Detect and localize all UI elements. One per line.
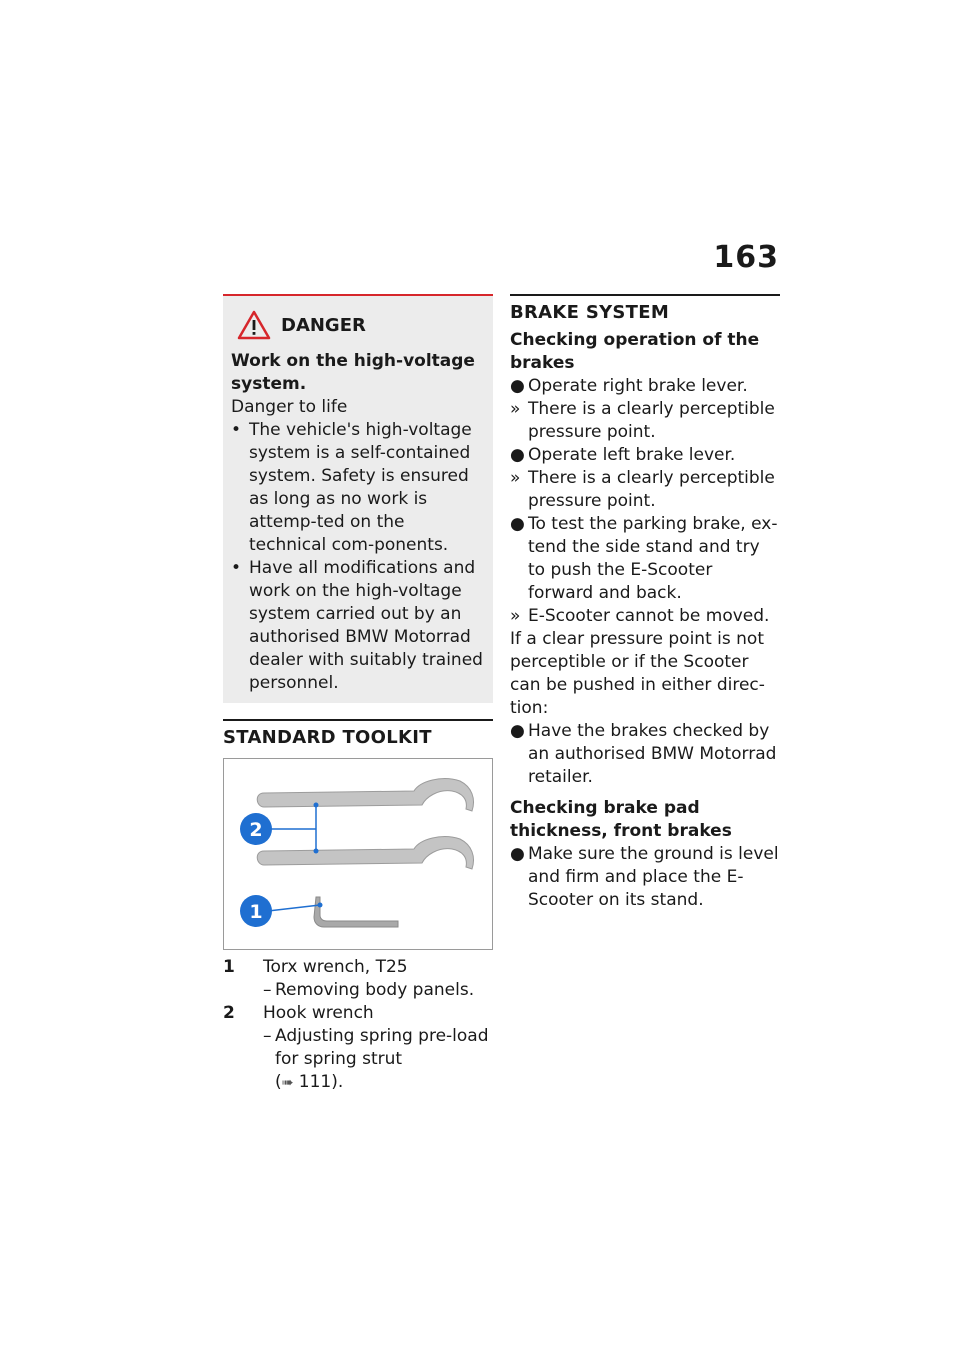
list-item — [231, 557, 485, 695]
danger-subtitle: Danger to life — [231, 397, 348, 417]
use-text: Removing body panels. — [275, 980, 475, 1000]
use-marker: – — [263, 980, 272, 1000]
step-text: Have the brakes checked by an authorised BMW Motorrad retailer. — [528, 721, 777, 787]
legend-row — [223, 1002, 493, 1095]
toolkit-figure — [223, 758, 493, 950]
page-reference-link[interactable]: 111). — [298, 1072, 344, 1092]
legend-use — [263, 979, 493, 1002]
list-item — [510, 467, 780, 513]
brake-pad-steps — [510, 843, 780, 912]
brake-if-steps — [510, 720, 780, 789]
result-marker: » — [510, 606, 521, 626]
brake-steps — [510, 375, 780, 628]
callout-label: 2 — [249, 819, 263, 841]
list-item — [231, 419, 485, 557]
legend-name: Torx wrench, T25 — [263, 957, 408, 977]
legend-body — [263, 1002, 493, 1095]
step-text: Operate right brake lever. — [528, 376, 748, 396]
result-text: There is a clearly perceptible pressure point. — [528, 468, 775, 511]
bullet-marker: • — [231, 558, 242, 578]
toolkit-illustration — [224, 759, 492, 949]
subheading-checking-operation: Checking operation of the brakes — [510, 330, 760, 373]
toolkit-legend — [223, 956, 493, 1095]
result-text: There is a clearly perceptible pressure point. — [528, 399, 775, 442]
result-text: E-Scooter cannot be moved. — [528, 606, 770, 626]
section-heading-brake-system: BRAKE SYSTEM — [510, 294, 780, 323]
page-number: 163 — [713, 240, 779, 275]
step-marker: ● — [510, 844, 525, 864]
danger-label: DANGER — [281, 314, 366, 336]
subheading-brake-pad-thickness: Checking brake pad thickness, front brakes — [510, 798, 732, 841]
danger-header — [237, 310, 485, 340]
danger-title: Work on the high-voltage system. — [231, 351, 475, 394]
section-heading-toolkit: STANDARD TOOLKIT — [223, 719, 493, 748]
condition-paragraph: If a clear pressure point is not perceptible or if the Scooter can be pushed in either direc-tion: — [510, 629, 765, 718]
danger-box — [223, 294, 493, 703]
step-text: Operate left brake lever. — [528, 445, 736, 465]
warning-triangle-icon — [237, 310, 271, 340]
result-marker: » — [510, 468, 521, 488]
danger-bullets — [231, 419, 485, 695]
legend-name: Hook wrench — [263, 1003, 374, 1023]
step-text: To test the parking brake, ex-tend the side stand and try to push the E-Scooter forward and back. — [528, 514, 778, 603]
step-text: Make sure the ground is level and firm and place the E-Scooter on its stand. — [528, 844, 779, 910]
step-marker: ● — [510, 721, 525, 741]
left-column — [223, 294, 493, 1095]
legend-number: 1 — [223, 957, 235, 977]
list-item — [510, 843, 780, 912]
legend-body — [263, 956, 493, 1002]
hook-wrench-lower — [257, 837, 473, 869]
hook-wrench-upper — [257, 779, 473, 811]
step-marker: ● — [510, 445, 525, 465]
use-text: Adjusting spring pre-load for spring strut — [275, 1026, 489, 1069]
right-column — [510, 294, 780, 912]
list-item — [510, 513, 780, 605]
page-reference-arrow-icon: ➠ — [281, 1075, 294, 1091]
list-item — [510, 605, 780, 628]
list-item — [510, 444, 780, 467]
callout-label: 1 — [249, 901, 263, 923]
result-marker: » — [510, 399, 521, 419]
bullet-text: Have all modifications and work on the high-voltage system carried out by an authorised BMW Motorrad dealer with suitably trained personnel. — [249, 558, 483, 693]
torx-wrench — [314, 897, 398, 927]
legend-use: – Adjusting spring pre-load for spring strut (➠ 111). — [263, 1026, 489, 1092]
bullet-marker: • — [231, 420, 242, 440]
list-item — [510, 720, 780, 789]
legend-row — [223, 956, 493, 1002]
bullet-text: The vehicle's high-voltage system is a self-contained system. Safety is ensured as long as no work is attemp-ted on the technical com-ponents. — [249, 420, 472, 555]
list-item — [510, 375, 780, 398]
step-marker: ● — [510, 514, 525, 534]
legend-number: 2 — [223, 1003, 235, 1023]
list-item — [510, 398, 780, 444]
step-marker: ● — [510, 376, 525, 396]
use-marker: – — [263, 1026, 272, 1046]
